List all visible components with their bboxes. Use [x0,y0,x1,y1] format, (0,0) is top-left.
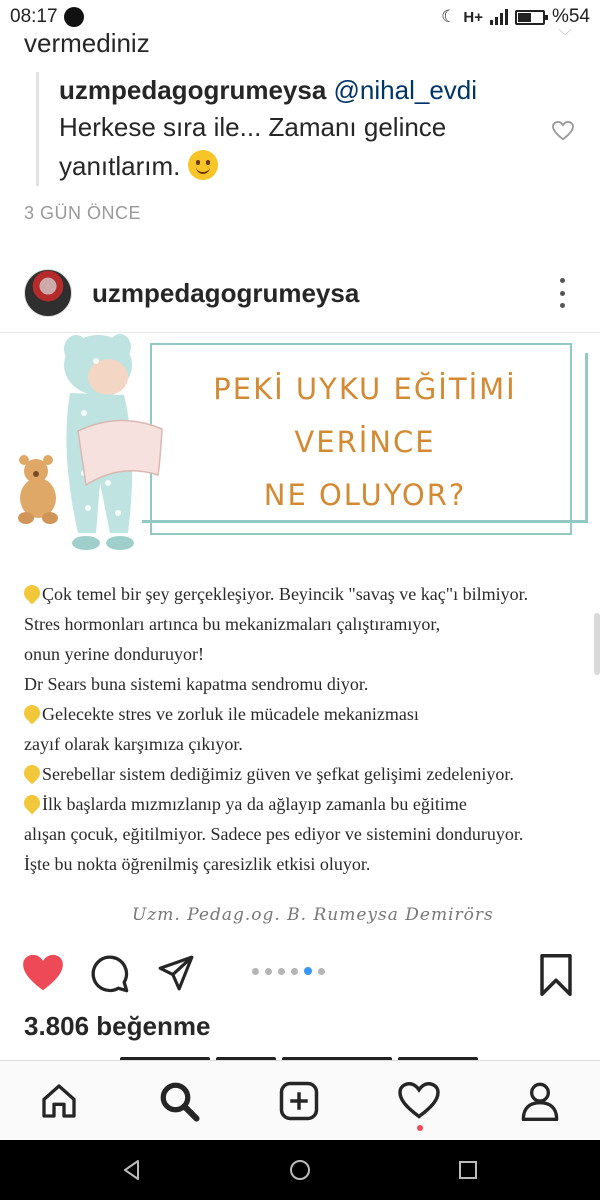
image-text: Stres hormonları artınca bu mekanizmaları çalıştıramıyor, [24,614,441,634]
nav-activity[interactable] [397,1079,441,1123]
reply-text: Herkese sıra ile... Zamanı gelince yanıtlarım. [59,112,447,181]
post-header [0,262,600,324]
chevron-down-icon[interactable]: ﹀ [558,28,572,44]
image-text: Dr Sears buna sistemi kapatma sendromu diyor. [24,674,369,694]
previous-comment-text: vermediniz [24,28,150,58]
post-username[interactable]: uzmpedagogrumeysa [92,277,360,308]
carousel-dot [252,968,259,975]
notification-icon [64,7,84,27]
heart-icon [398,1082,440,1120]
do-not-disturb-icon: ☾ [441,7,457,26]
image-text-line [24,729,584,759]
image-text-line [24,609,584,639]
image-text-line [24,759,584,789]
post-actions [0,950,600,996]
activity-notification-dot [417,1125,423,1131]
scrollbar[interactable] [594,613,600,675]
system-navigation-bar [0,1140,600,1200]
carousel-dot [278,968,285,975]
caption-clipped [120,1052,540,1060]
carousel-dot [265,968,272,975]
nav-new-post[interactable] [277,1079,321,1123]
comment-like-icon[interactable] [552,121,574,141]
more-options-icon[interactable] [560,278,566,308]
image-body-text [24,579,584,879]
bulb-icon [21,702,44,725]
image-text: onun yerine donduruyor! [24,644,204,664]
share-icon[interactable] [157,954,195,992]
home-circle-icon[interactable] [288,1158,312,1182]
image-text-line [24,789,584,819]
post-image[interactable] [0,333,600,950]
carousel-dot [318,968,325,975]
reply-mention[interactable]: @nihal_evdi [333,75,478,105]
nav-profile[interactable] [518,1079,562,1123]
carousel-dot [291,968,298,975]
battery-icon [515,10,545,25]
image-text: Çok temel bir şey gerçekleşiyor. Beyincik "savaş ve kaç"ı bilmiyor. [42,584,529,604]
signal-icon [490,9,508,25]
reply-comment [36,72,556,186]
bulb-icon [21,792,44,815]
bulb-icon [21,582,44,605]
image-text: İşte bu nokta öğrenilmiş çaresizlik etkisi oluyor. [24,854,371,874]
avatar[interactable] [24,269,72,317]
bulb-icon [21,762,44,785]
image-text: alışan çocuk, eğitilmiyor. Sadece pes ediyor ve sistemini donduruyor. [24,824,524,844]
home-icon [39,1081,79,1121]
image-text: İlk başlarda mızmızlanıp ya da ağlayıp zamanla bu eğitime [42,794,467,814]
child-illustration [0,333,170,563]
banner-title [170,363,560,522]
image-text-line [24,699,584,729]
image-text: Gelecekte stres ve zorluk ile mücadele mekanizması [42,704,419,724]
image-text: Serebellar sistem dediğimiz güven ve şefkat gelişimi zedeleniyor. [42,764,514,784]
image-text-line [24,819,584,849]
network-type: H+ [463,8,483,26]
bottom-nav [0,1060,600,1140]
image-text-line [24,639,584,669]
banner-title-line: PEKİ UYKU EĞİTİMİ [213,372,517,406]
smiling-face-icon [188,150,218,180]
recents-icon[interactable] [456,1158,480,1182]
back-icon[interactable] [120,1158,144,1182]
image-text-line [24,849,584,879]
banner-title-line: NE OLUYOR? [263,478,467,512]
carousel-indicator [252,967,325,975]
comment-timestamp: 3 GÜN ÖNCE [24,203,142,223]
user-icon [520,1080,560,1122]
battery-percent: %54 [551,6,590,27]
image-text-line [24,669,584,699]
image-text-line [24,579,584,609]
like-heart-icon[interactable] [22,954,64,992]
image-text: zayıf olarak karşımıza çıkıyor. [24,734,243,754]
nav-search[interactable] [157,1079,201,1123]
banner-title-line: VERİNCE [294,425,436,459]
plus-square-icon [278,1080,320,1122]
clock: 08:17 [10,6,58,27]
comment-icon[interactable] [90,954,130,994]
signature: Uzm. Pedag.og. B. Rumeysa Demirörs [132,905,494,925]
bookmark-icon[interactable] [538,954,574,996]
likes-count[interactable]: 3.806 beğenme [24,1011,211,1041]
carousel-dot [304,967,312,975]
reply-username[interactable]: uzmpedagogrumeysa [59,75,327,105]
search-icon [158,1080,200,1122]
nav-home[interactable] [37,1079,81,1123]
